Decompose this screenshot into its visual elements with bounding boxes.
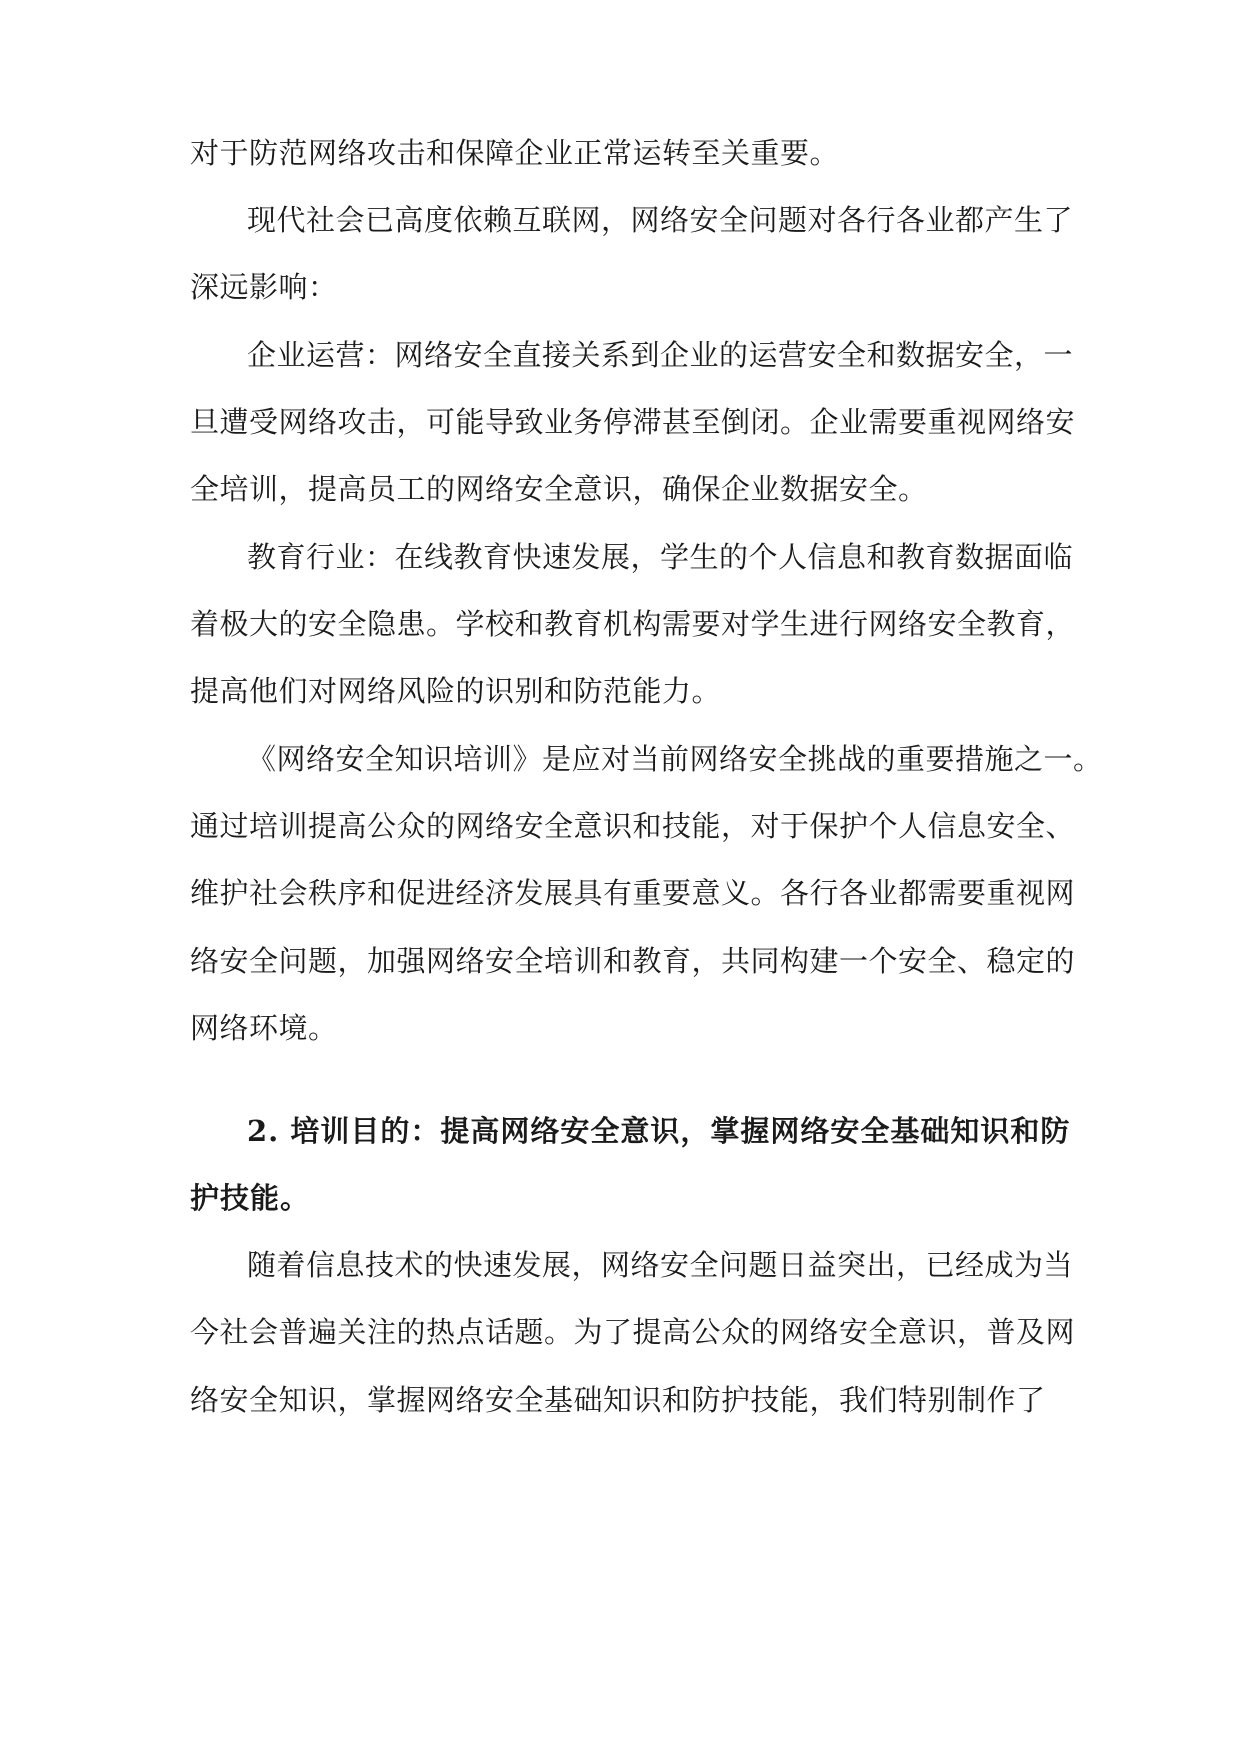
paragraph-line: 通过培训提高公众的网络安全意识和技能，对于保护个人信息安全、 <box>190 809 1076 843</box>
paragraph-line: 深远影响： <box>190 270 338 304</box>
paragraph-line: 现代社会已高度依赖互联网，网络安全问题对各行各业都产生了 <box>247 203 1074 237</box>
paragraph-line: 《网络安全知识培训》是应对当前网络安全挑战的重要措施之一。 <box>247 742 1103 776</box>
paragraph-line: 提高他们对网络风险的识别和防范能力。 <box>190 674 722 708</box>
paragraph-line: 络安全问题，加强网络安全培训和教育，共同构建一个安全、稳定的 <box>190 944 1076 978</box>
paragraph-line: 网络环境。 <box>190 1011 338 1045</box>
paragraph-line: 今社会普遍关注的热点话题。为了提高公众的网络安全意识，普及网 <box>190 1315 1076 1349</box>
paragraph-line: 随着信息技术的快速发展，网络安全问题日益突出，已经成为当 <box>247 1248 1074 1282</box>
paragraph-line: 全培训，提高员工的网络安全意识，确保企业数据安全。 <box>190 472 928 506</box>
paragraph-line: 着极大的安全隐患。学校和教育机构需要对学生进行网络安全教育， <box>190 607 1076 641</box>
section-heading: 2. 培训目的：提高网络安全意识，掌握网络安全基础知识和防 <box>247 1114 1071 1148</box>
paragraph-line: 维护社会秩序和促进经济发展具有重要意义。各行各业都需要重视网 <box>190 876 1076 910</box>
paragraph-line: 企业运营：网络安全直接关系到企业的运营安全和数据安全，一 <box>247 338 1074 372</box>
paragraph-line: 旦遭受网络攻击，可能导致业务停滞甚至倒闭。企业需要重视网络安 <box>190 405 1076 439</box>
paragraph-line: 教育行业：在线教育快速发展，学生的个人信息和教育数据面临 <box>247 540 1074 574</box>
paragraph-line: 络安全知识，掌握网络安全基础知识和防护技能，我们特别制作了 <box>190 1383 1046 1417</box>
paragraph-line: 对于防范网络攻击和保障企业正常运转至关重要。 <box>190 136 840 170</box>
section-heading: 护技能。 <box>190 1181 311 1215</box>
